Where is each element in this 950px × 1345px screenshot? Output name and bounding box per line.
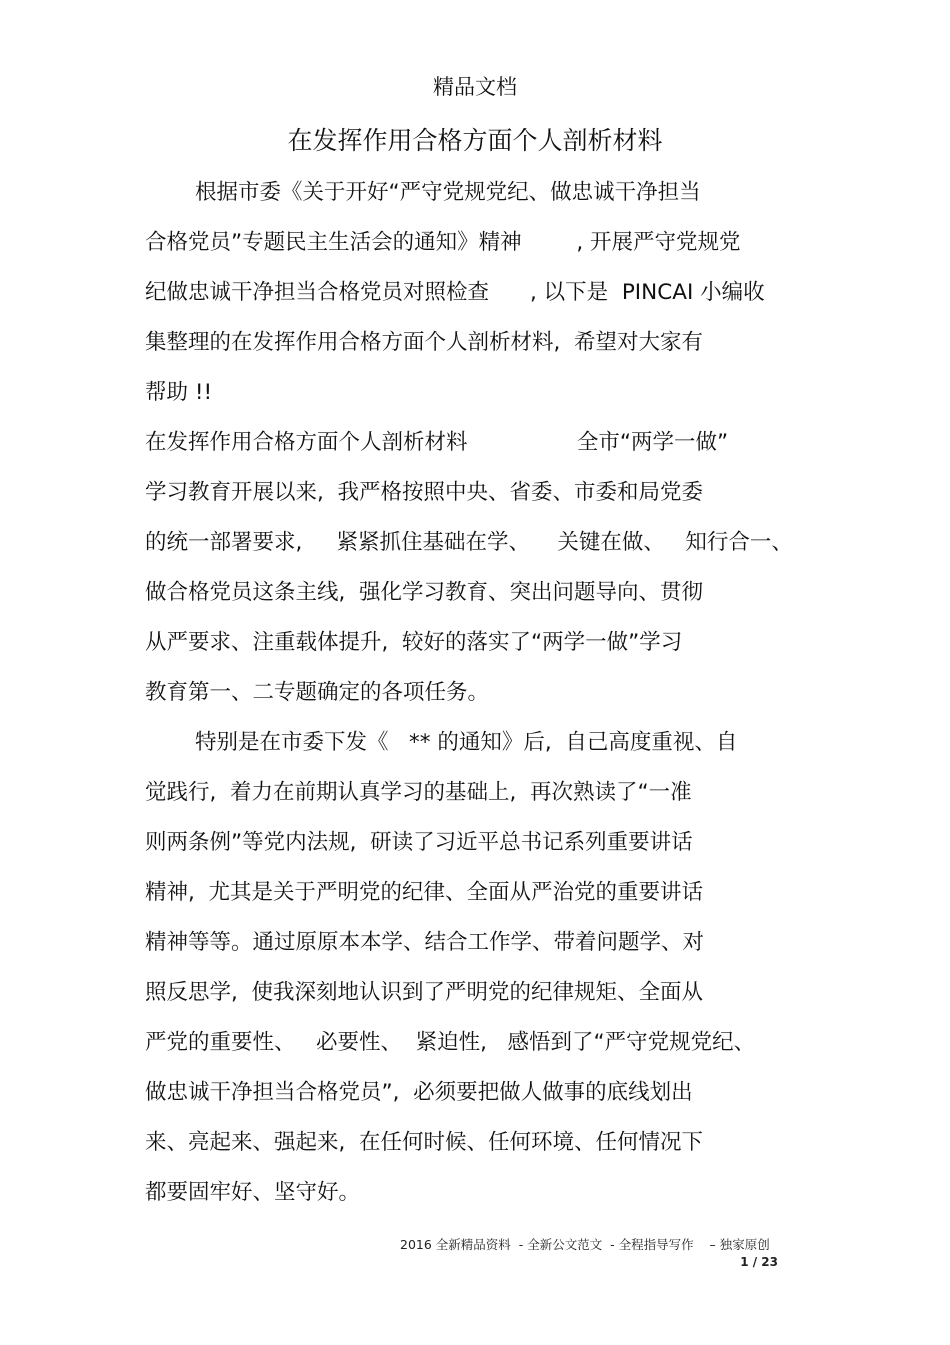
body-line: 觉践行, 着力在前期认真学习的基础上, 再次熟读了“一准: [145, 780, 692, 805]
body-line: 做忠诚干净担当合格党员”, 必须要把做人做事的底线划出: [145, 1080, 693, 1105]
body-line: 集整理的在发挥作用合格方面个人剖析材料, 希望对大家有: [145, 330, 704, 355]
body-line: 做合格党员这条主线, 强化学习教育、突出问题导向、贯彻: [145, 580, 704, 605]
body-line: 纪做忠诚干净担当合格党员对照检查 , 以下是 PINCAI 小编收: [145, 280, 765, 305]
body-line: 都要固牢好、坚守好。: [145, 1180, 361, 1205]
body-line: 教育第一、二专题确定的各项任务。: [145, 680, 490, 705]
body-line: 则两条例”等党内法规, 研读了习近平总书记系列重要讲话: [145, 830, 693, 855]
body-line: 根据市委《关于开好“严守党规党纪、做忠诚干净担当: [195, 180, 701, 205]
body-line: 照反思学, 使我深刻地认识到了严明党的纪律规矩、全面从: [145, 980, 704, 1005]
body-line: 来、亮起来、强起来, 在任何时候、任何环境、任何情况下: [145, 1130, 704, 1155]
body-line: 从严要求、注重载体提升, 较好的落实了“两学一做”学习: [145, 630, 683, 655]
body-line: 精神, 尤其是关于严明党的纪律、全面从严治党的重要讲话: [145, 880, 704, 905]
body-line: 精神等等。通过原原本本学、结合工作学、带着问题学、对: [145, 930, 705, 955]
page-header: 精品文档: [433, 75, 517, 99]
document-title: 在发挥作用合格方面个人剖析材料: [287, 126, 663, 155]
document-body: [145, 173, 810, 1223]
body-line: 的统一部署要求, 紧紧抓住基础在学、 关键在做、 知行合一、: [145, 530, 793, 555]
body-line: 特别是在市委下发《 ** 的通知》后, 自己高度重视、自: [195, 730, 738, 755]
body-line: 在发挥作用合格方面个人剖析材料 全市“两学一做”: [145, 430, 729, 455]
page-number: 1 / 23: [740, 1255, 778, 1269]
body-line: 合格党员”专题民主生活会的通知》精神 , 开展严守党规党: [145, 230, 741, 255]
body-line: 帮助 !!: [145, 380, 213, 405]
body-line: 学习教育开展以来, 我严格按照中央、省委、市委和局党委: [145, 480, 704, 505]
footer-note: 2016 全新精品资料 - 全新公文范文 - 全程指导写作 – 独家原创: [400, 1237, 770, 1252]
body-line: 严党的重要性、 必要性、 紧迫性, 感悟到了“严守党规党纪、: [145, 1030, 756, 1055]
